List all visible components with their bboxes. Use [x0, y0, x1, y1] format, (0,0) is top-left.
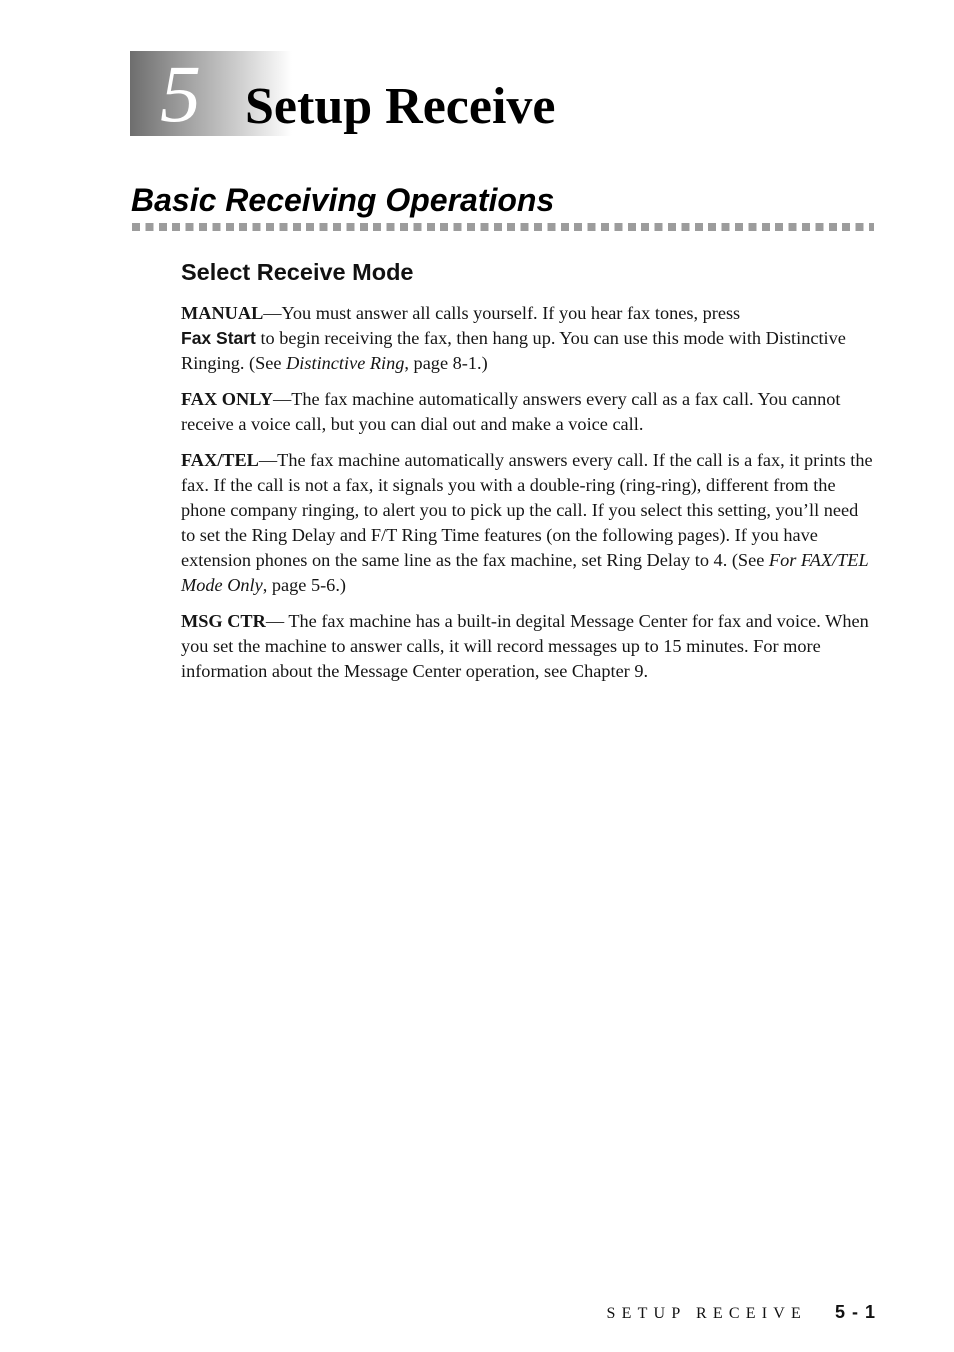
ref-fax-tel-mode-only: For FAX/TEL Mode Only — [181, 550, 869, 595]
section-title: Basic Receiving Operations — [131, 182, 555, 218]
page-footer — [607, 1298, 876, 1328]
paragraph-msg-ctr — [181, 609, 873, 684]
chapter-number: 5 — [160, 48, 201, 139]
section-divider — [132, 223, 874, 231]
term-fax-tel: FAX/TEL — [181, 450, 259, 470]
chapter-title: Setup Receive — [245, 78, 556, 135]
fax-tel-text-1: —The fax machine automatically answers every call. If the call is a fax, it prints the fax. If the call is not a fax, it signals you with a double-ring (ring-ring), different from the phone company ringing, to alert you to pick up the call. If you select this setting, you’ll need to set the Ring Delay and F/T Ring Time features (on the following pages). If you have extension phones on the same line as the fax machine, set Ring Delay to 4. (See — [181, 450, 873, 570]
footer-chapter-title: SETUP RECEIVE — [606, 1305, 807, 1322]
paragraph-fax-only — [181, 387, 873, 437]
paragraph-fax-tel — [181, 448, 873, 598]
manual-text-2: to begin receiving the fax, then hang up. You can use this mode with Distinctive Ringing. (See — [181, 328, 846, 373]
term-fax-only: FAX ONLY — [181, 389, 273, 409]
key-fax-start: Fax Start — [181, 328, 256, 348]
fax-only-text: —The fax machine automatically answers every call as a fax call. You cannot receive a voice call, but you can dial out and make a voice call. — [181, 389, 841, 434]
subsection-title: Select Receive Mode — [181, 259, 414, 285]
page-number: 5 - 1 — [834, 1302, 876, 1322]
paragraph-manual — [181, 301, 873, 376]
msg-ctr-text: — The fax machine has a built-in degital Message Center for fax and voice. When you set the machine to answer calls, it will record messages up to 15 minutes. For more information about the Message Center operation, see Chapter 9. — [181, 611, 869, 681]
term-msg-ctr: MSG CTR — [181, 611, 266, 631]
fax-tel-text-2: , page 5-6.) — [262, 575, 346, 595]
body-text — [181, 301, 873, 695]
term-manual: MANUAL — [181, 303, 264, 323]
ref-distinctive-ring: Distinctive Ring — [286, 353, 405, 373]
manual-text-1: —You must answer all calls yourself. If you hear fax tones, press — [263, 303, 741, 323]
manual-text-3: , page 8-1.) — [404, 353, 488, 373]
